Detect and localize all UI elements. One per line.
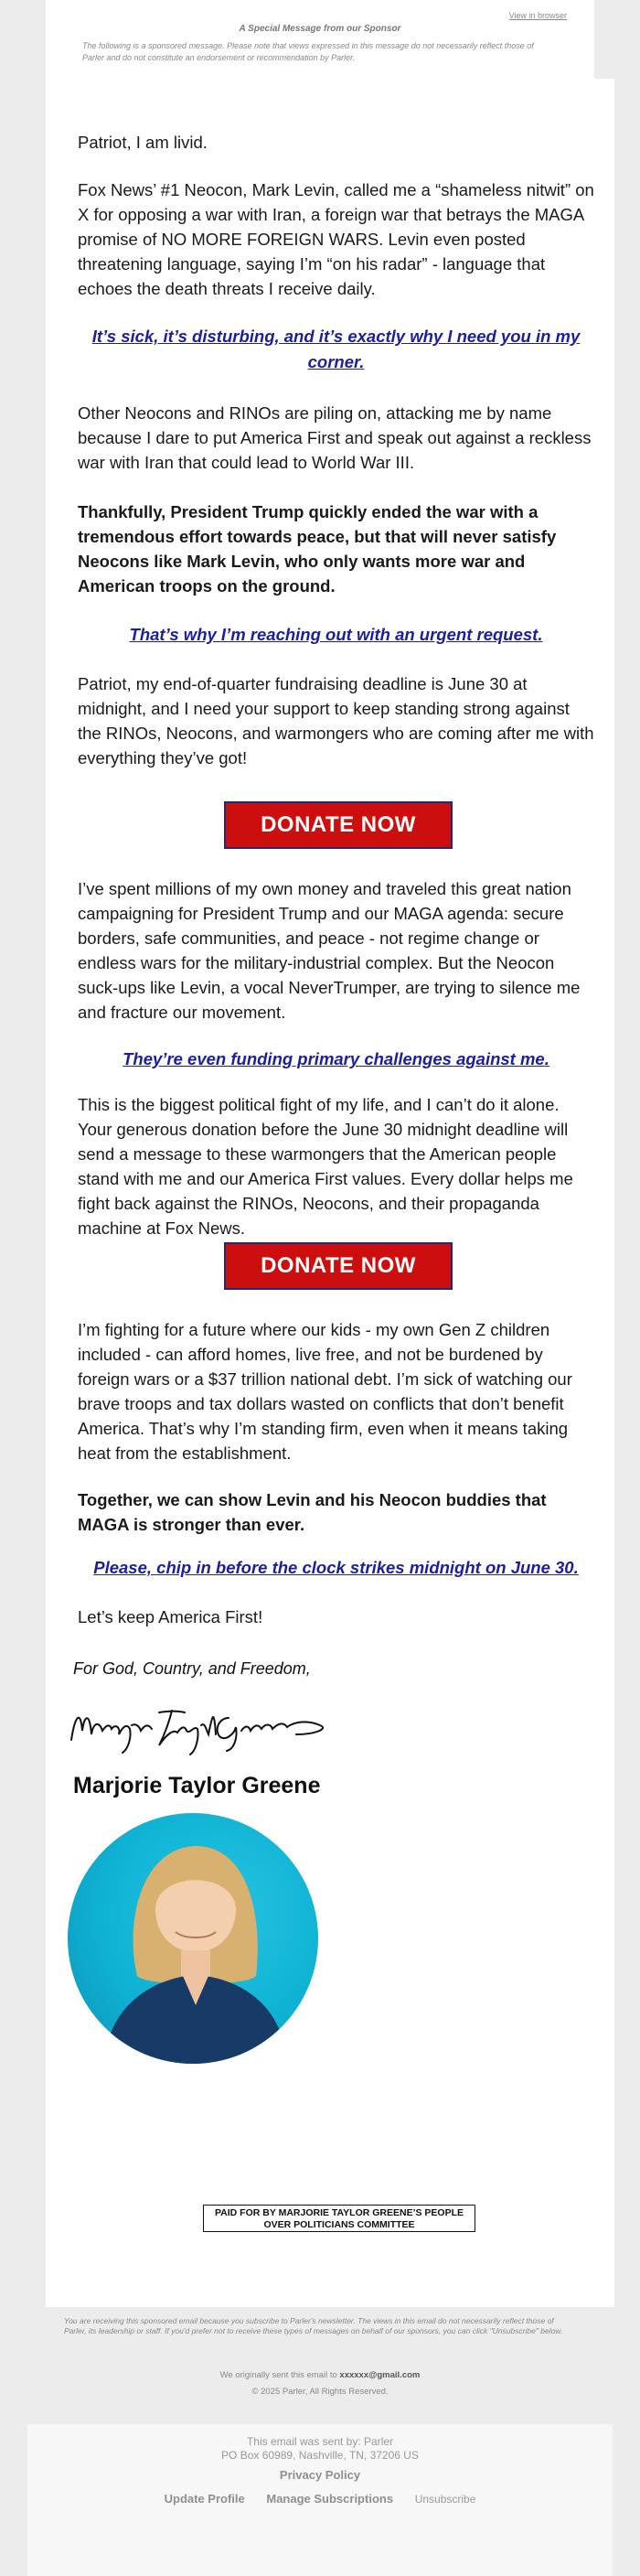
portrait-photo bbox=[68, 1813, 318, 2064]
sent-by-line: This email was sent by: Parler bbox=[246, 2435, 394, 2448]
privacy-policy-link[interactable]: Privacy Policy bbox=[279, 2468, 361, 2482]
signer-name: Marjorie Taylor Greene bbox=[73, 1773, 321, 1798]
paragraph-2: Other Neocons and RINOs are piling on, attacking me by name because I dare to put America First and speak out against a reckless war with Iran that could lead to World War III. bbox=[78, 403, 592, 472]
donate-now-button-1[interactable]: DONATE NOW bbox=[224, 801, 453, 849]
paragraph-4: Patriot, my end-of-quarter fundraising deadline is June 30 at midnight, and I need your support to keep standing strong against the RINOs, Neocons, and warmongers who are coming after me with everything they’ve got! bbox=[78, 674, 594, 767]
footer-links bbox=[27, 2492, 613, 2506]
link-chip-in[interactable]: Please, chip in before the clock strikes midnight on June 30. bbox=[93, 1558, 579, 1577]
paragraph-3-bold: Thankfully, President Trump quickly ended the war with a tremendous effort towards peace, but that will never satisfy Neocons like Mark Levin, who only wants more war and American troops on the ground. bbox=[78, 502, 557, 596]
link-chip-in-text[interactable]: Please, chip in before the clock strikes midnight on June 30 bbox=[93, 1558, 574, 1577]
unsubscribe-link[interactable]: Unsubscribe bbox=[414, 2493, 476, 2506]
sponsor-header bbox=[46, 0, 594, 79]
paragraph-1: Fox News’ #1 Neocon, Mark Levin, called me a “shameless nitwit” on X for opposing a war with Iran, a foreign war that betrays the MAGA promise of NO MORE FOREIGN WARS. Levin even posted threatening language, saying I’m “on his radar” - language that echoes the death threats I receive daily. bbox=[78, 180, 594, 298]
link-primary-text[interactable]: They’re even funding primary challenges against me bbox=[123, 1049, 545, 1068]
sent-to-prefix: We originally sent this email to bbox=[219, 2370, 337, 2380]
paid-for-disclaimer: PAID FOR BY MARJORIE TAYLOR GREENE’S PEOPLE OVER POLITICIANS COMMITTEE bbox=[203, 2205, 475, 2232]
sender-address: PO Box 60989, Nashville, TN, 37206 US bbox=[221, 2449, 419, 2462]
recipient-email: xxxxxx@gmail.com bbox=[339, 2370, 421, 2380]
link-urgent-text[interactable]: That’s why I’m reaching out with an urgent request bbox=[129, 625, 539, 644]
link-urgent-request[interactable]: That’s why I’m reaching out with an urgent request. bbox=[129, 625, 543, 644]
footer-disclaimer: You are receiving this sponsored email because you subscribe to Parler's newsletter. The views in this email do not necessarily reflect those of Parler, its leadership or staff. If you'd prefer not to receive these types of messages on behalf of our sponsors, you can click "Unsubscribe" below. bbox=[64, 2316, 563, 2335]
donate-now-button-2[interactable]: DONATE NOW bbox=[224, 1242, 453, 1290]
paragraph-8-bold: Together, we can show Levin and his Neocon buddies that MAGA is stronger than ever. bbox=[78, 1490, 547, 1534]
greeting: Patriot, I am livid. bbox=[78, 133, 208, 152]
paragraph-6: This is the biggest political fight of my life, and I can’t do it alone. Your generous donation before the June 30 midnight deadline will send a message to these warmongers that the American people stand with me and our America First values. Every dollar helps me fight back against the RINOs, Neocons, and their propaganda machine at Fox News. bbox=[78, 1095, 573, 1238]
link-primary-challenges[interactable]: They’re even funding primary challenges against me. bbox=[123, 1049, 549, 1068]
manage-subscriptions-link[interactable]: Manage Subscriptions bbox=[266, 2492, 394, 2506]
paragraph-7: I’m fighting for a future where our kids - my own Gen Z children included - can afford homes, live free, and not be burdened by foreign wars or a $37 trillion national debt. I’m sick of watching our brave troops and tax dollars wasted on conflicts that don’t benefit America. That’s why I’m standing firm, even when it means taking heat from the establishment. bbox=[78, 1320, 572, 1463]
closing-line: For God, Country, and Freedom, bbox=[73, 1659, 311, 1678]
link-need-you-text[interactable]: It’s sick, it’s disturbing, and it’s exactly why I need you in my corner bbox=[91, 327, 581, 371]
paragraph-5: I’ve spent millions of my own money and traveled this great nation campaigning for President Trump and our MAGA agenda: secure borders, safe communities, and peace - not regime change or endless wars for the military-industrial complex. But the Neocon suck-ups like Levin, a vocal NeverTrumper, are trying to silence me and fracture our movement. bbox=[78, 879, 581, 1022]
sponsor-note: The following is a sponsored message. Please note that views expressed in this message do not necessarily reflect those of Parler and do not constitute an endorsement or recommendation by Parler. bbox=[82, 41, 534, 62]
view-in-browser-link[interactable]: View in browser bbox=[508, 11, 567, 20]
update-profile-link[interactable]: Update Profile bbox=[164, 2492, 245, 2506]
sponsor-title: A Special Message from our Sponsor bbox=[239, 24, 401, 34]
paragraph-9: Let’s keep America First! bbox=[78, 1607, 263, 1626]
sent-by bbox=[27, 2435, 613, 2463]
link-need-you-in-corner[interactable]: It’s sick, it’s disturbing, and it’s exactly why I need you in my corner. bbox=[91, 327, 581, 371]
sent-to-line bbox=[0, 2370, 640, 2380]
copyright: © 2025 Parler, All Rights Reserved. bbox=[251, 2387, 389, 2397]
signature-icon bbox=[68, 1698, 342, 1758]
email-body bbox=[46, 79, 614, 2307]
portrait-icon bbox=[68, 1813, 318, 2064]
footer-box bbox=[27, 2424, 613, 2576]
